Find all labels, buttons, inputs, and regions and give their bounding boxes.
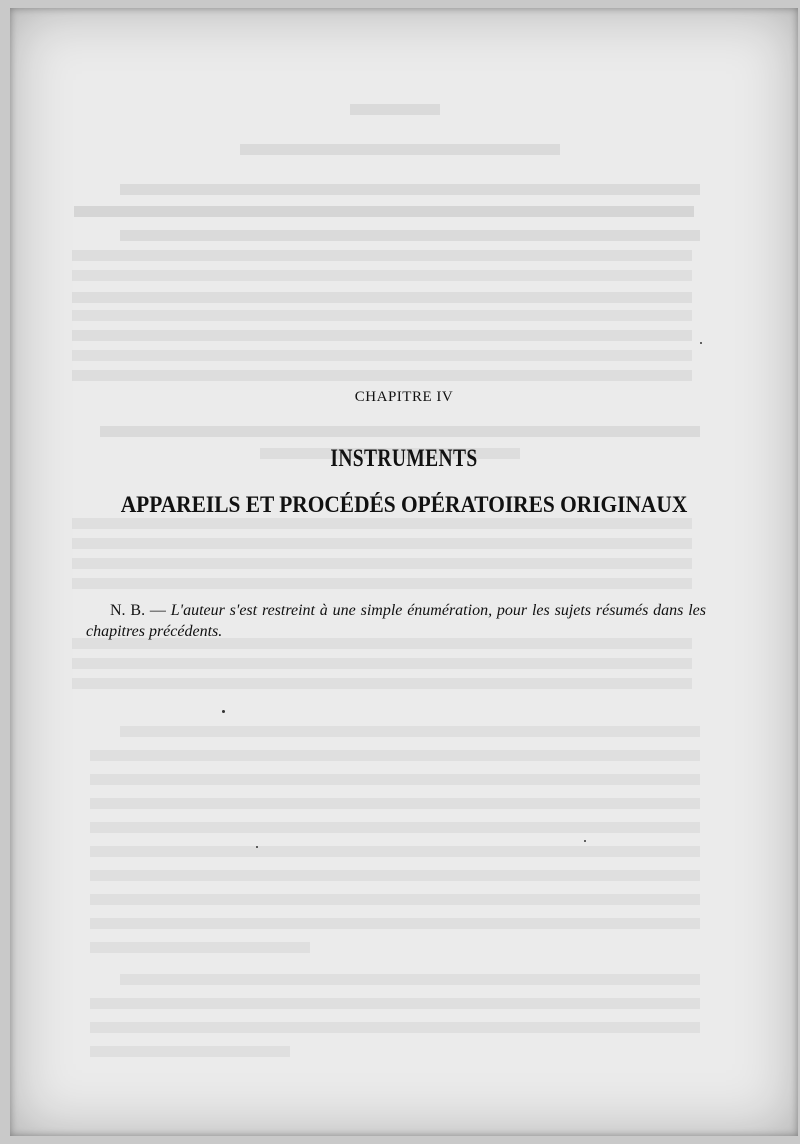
note-text: L'auteur s'est restreint à une simple énumération, pour les sujets résumés dans les chapitres précédents.	[86, 602, 706, 640]
paper-speck	[222, 710, 225, 713]
note-lead: N. B. —	[110, 602, 171, 619]
chapter-title: INSTRUMENTS	[330, 445, 478, 472]
bleed-through-texture	[10, 8, 798, 1136]
chapter-label: CHAPITRE IV	[354, 389, 454, 405]
editorial-note	[86, 600, 706, 642]
chapter-subtitle: APPAREILS ET PROCÉDÉS OPÉRATOIRES ORIGINAUX	[120, 492, 688, 517]
document-page	[10, 8, 798, 1136]
paper-speck	[700, 342, 702, 344]
paper-speck	[256, 846, 258, 848]
paper-speck	[584, 840, 586, 842]
